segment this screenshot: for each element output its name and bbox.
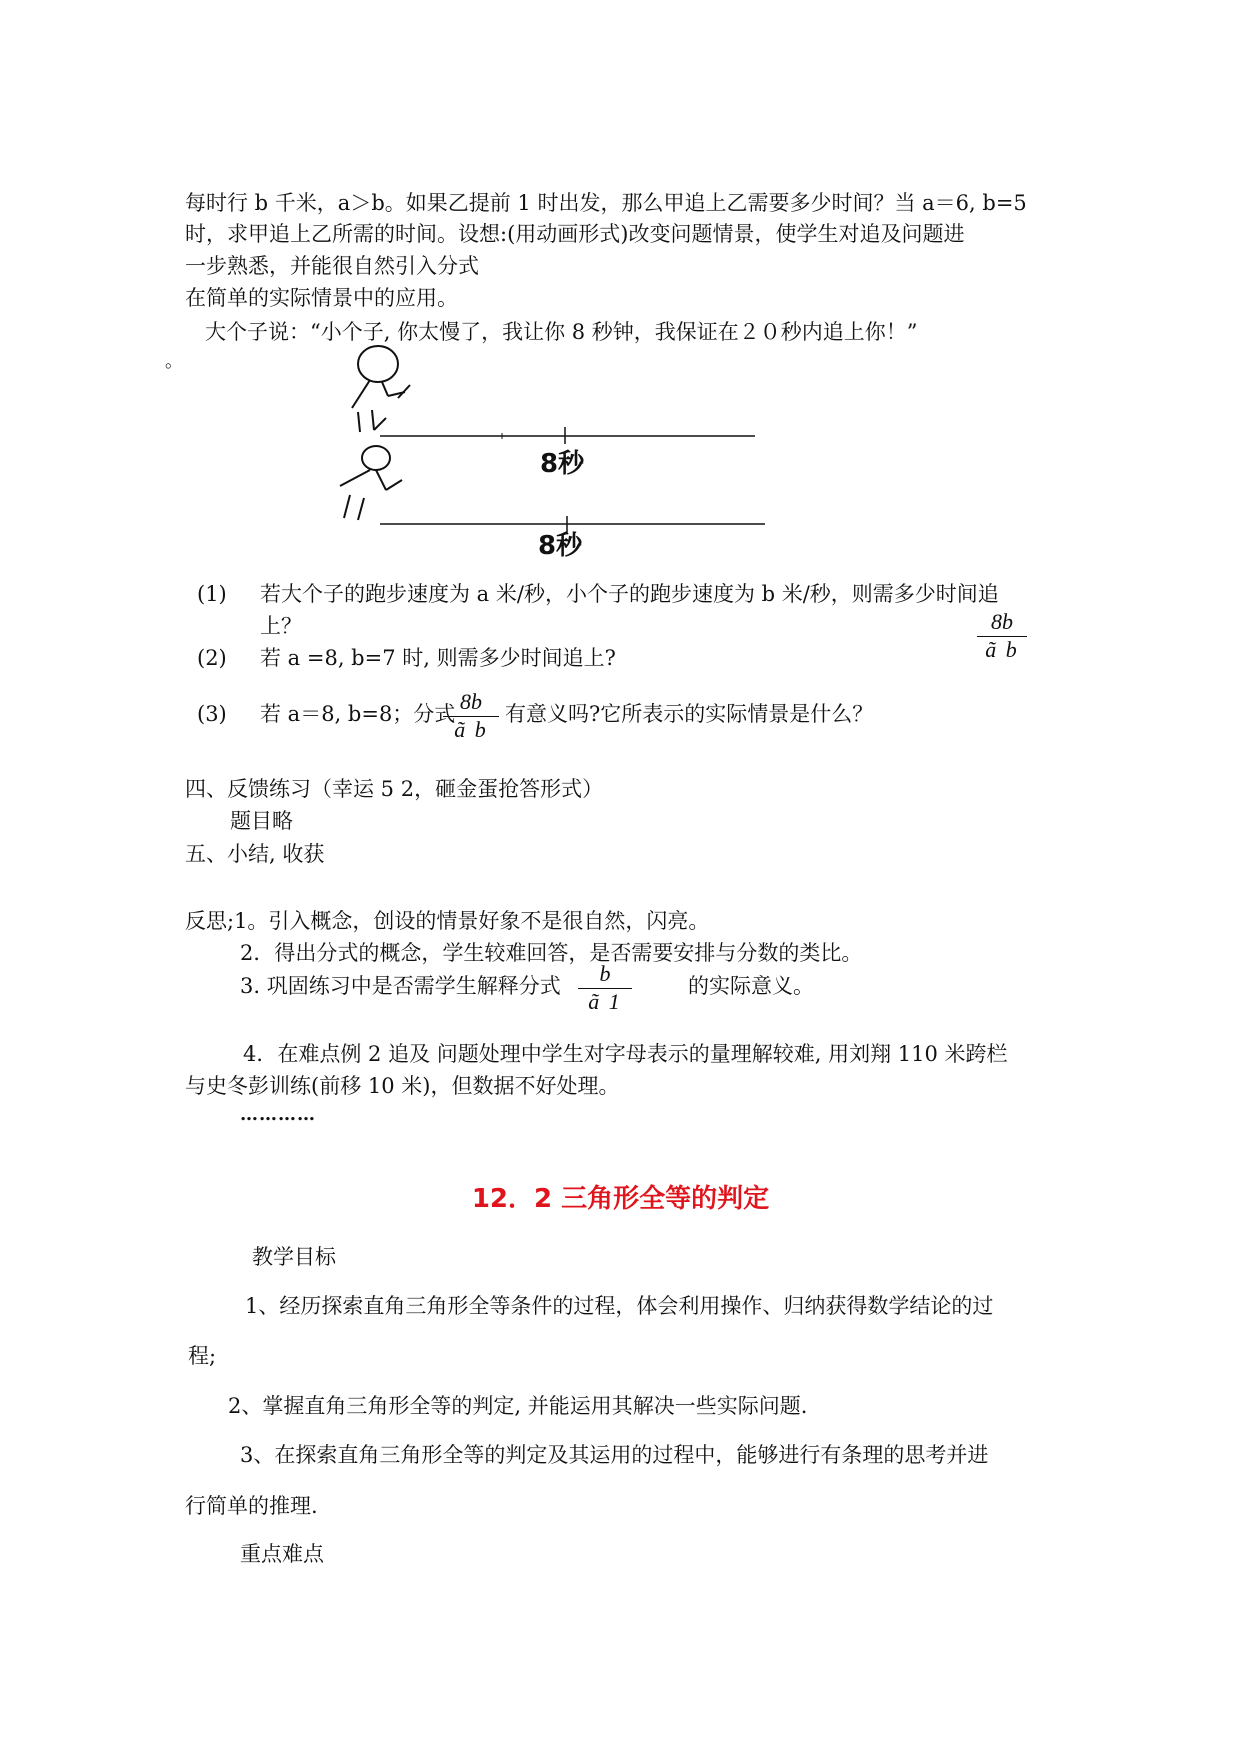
key-points-heading: 重点难点 — [240, 1542, 324, 1566]
small-runner-figure — [340, 446, 402, 520]
reflection-3-after: 的实际意义。 — [688, 974, 814, 998]
big-runner-figure — [352, 346, 410, 432]
goals-heading: 教学目标 — [252, 1245, 336, 1269]
question-3-text-after: 有意义吗?它所表示的实际情景是什么？ — [505, 702, 874, 726]
reflection-1: 反思;1。引入概念，创设的情景好象不是很自然，闪亮。 — [185, 909, 710, 933]
section-4-sub: 题目略 — [230, 809, 293, 833]
fraction-b-over-a-minus-1 — [578, 962, 632, 1015]
section-title: 12．2 三角形全等的判定 — [471, 1184, 770, 1214]
goal-3: 3、在探索直角三角形全等的判定及其运用的过程中，能够进行有条理的思考并进 — [240, 1443, 989, 1467]
stray-dot: 。 — [165, 351, 183, 372]
goal-1-cont: 程; — [188, 1344, 217, 1368]
intro-line-2: 时，求甲追上乙所需的时间。设想:(用动画形式)改变问题情景，使学生对追及问题进 — [185, 222, 965, 246]
time-label-top: 8秒 — [540, 449, 585, 479]
section-4-heading: 四、反馈练习（幸运 5 2，砸金蛋抢答形式） — [185, 777, 604, 801]
ellipsis-dots: ………… — [240, 1104, 316, 1125]
intro-line-1: 每时行 b 千米，a＞b。如果乙提前 1 时出发，那么甲追上乙需要多少时间？当 a＝6, b=5 — [185, 191, 1027, 215]
chase-figure — [330, 340, 780, 560]
question-2-text: 若 a =8, b=7 时, 则需多少时间追上? — [260, 646, 616, 670]
reflection-2: 2．得出分式的概念，学生较难回答，是否需要安排与分数的类比。 — [240, 941, 863, 965]
fraction-numerator: 8b — [991, 609, 1013, 634]
fraction-numerator: b — [599, 961, 611, 986]
time-label-bottom: 8秒 — [538, 531, 583, 560]
reflection-4-cont: 与史冬彭训练(前移 10 米)，但数据不好处理。 — [185, 1074, 620, 1098]
intro-line-3: 一步熟悉，并能很自然引入分式 — [185, 254, 479, 278]
question-3-text-before: 若 a＝8, b=8；分式 — [260, 702, 456, 726]
fraction-denominator: ã b — [985, 637, 1019, 662]
question-1-number: (1) — [197, 582, 227, 606]
intro-line-4: 在简单的实际情景中的应用。 — [185, 286, 458, 310]
fraction-numerator: 8b — [460, 689, 482, 714]
goal-1: 1、经历探索直角三角形全等条件的过程，体会利用操作、归纳获得数学结论的过 — [245, 1294, 994, 1318]
question-1-text: 若大个子的跑步速度为 a 米/秒，小个子的跑步速度为 b 米/秒，则需多少时间追 — [260, 582, 999, 606]
question-2-number: (2) — [197, 646, 227, 670]
goal-3-cont: 行简单的推理. — [185, 1494, 318, 1518]
fraction-8b-over-a-minus-b-2 — [443, 690, 499, 743]
fraction-denominator: ã b — [454, 717, 488, 742]
reflection-3-before: 3. 巩固练习中是否需学生解释分式 — [240, 974, 561, 998]
fraction-8b-over-a-minus-b-1 — [977, 610, 1027, 663]
fraction-denominator: ã 1 — [588, 989, 622, 1014]
reflection-4: 4．在难点例 2 追及 问题处理中学生对字母表示的量理解较难, 用刘翔 110 米跨栏 — [243, 1042, 1008, 1066]
quote-line: 大个子说：“小个子, 你太慢了，我让你 8 秒钟，我保证在２０秒内追上你！” — [205, 320, 918, 344]
question-1-cont: 上？ — [260, 614, 302, 638]
section-5-heading: 五、小结, 收获 — [185, 842, 325, 866]
question-3-number: (3) — [197, 702, 227, 726]
goal-2: 2、掌握直角三角形全等的判定, 并能运用其解决一些实际问题. — [228, 1394, 808, 1418]
